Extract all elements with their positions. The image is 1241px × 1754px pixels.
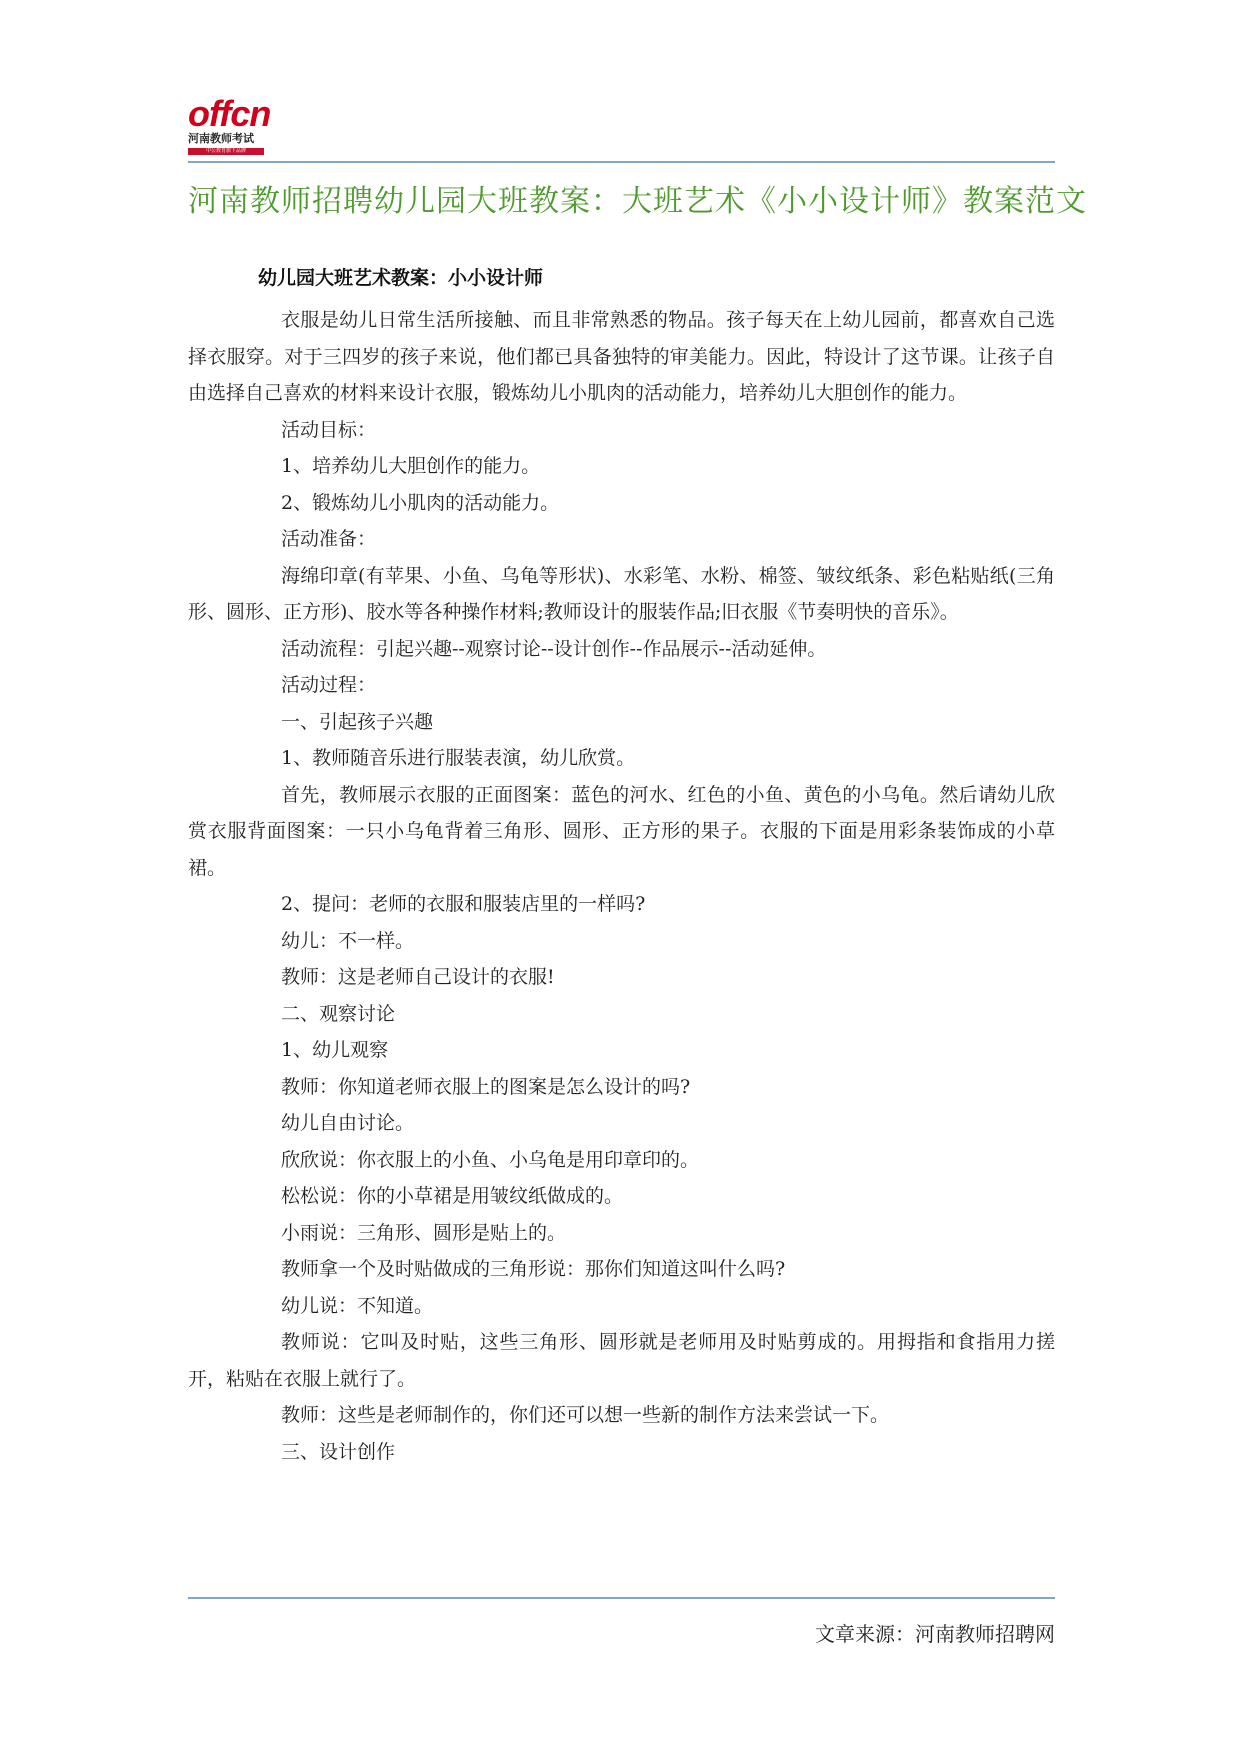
paragraph: 松松说：你的小草裙是用皱纹纸做成的。 [281,1185,624,1207]
paragraph: 三、设计创作 [281,1440,396,1463]
document-body [188,262,1055,1470]
header-divider [188,161,1055,163]
paragraph: 教师拿一个及时贴做成的三角形说：那你们知道这叫什么吗? [281,1258,786,1280]
article-source: 文章来源：河南教师招聘网 [815,1622,1055,1646]
paragraph: 活动准备： [281,528,377,550]
paragraph: 教师：你知道老师衣服上的图案是怎么设计的吗? [281,1075,691,1098]
paragraph: 首先，教师展示衣服的正面图案：蓝色的河水、红色的小鱼、黄色的小乌龟。然后请幼儿欣赏衣服背面图案：一只小乌龟背着三角形、圆形、正方形的果子。衣服的下面是用彩条装饰成的小草裙。 [188,783,1055,879]
paragraph: 教师：这是老师自己设计的衣服! [281,966,555,988]
paragraph: 欣欣说：你衣服上的小鱼、小乌龟是用印章印的。 [281,1148,700,1171]
logo-tagline: 中公教育旗下品牌 [188,148,264,155]
paragraph: 2、锻炼幼儿小肌肉的活动能力。 [281,491,560,514]
paragraph: 小雨说：三角形、圆形是贴上的。 [281,1221,567,1244]
document-title: 河南教师招聘幼儿园大班教案：大班艺术《小小设计师》教案范文 [188,184,1087,219]
lesson-subheading: 幼儿园大班艺术教案：小小设计师 [258,267,544,289]
logo-wordmark: offcn [188,93,271,134]
paragraph: 1、幼儿观察 [281,1039,389,1061]
paragraph: 2、提问：老师的衣服和服装店里的一样吗? [281,893,646,915]
paragraph: 二、观察讨论 [281,1002,396,1025]
paragraph: 幼儿：不一样。 [281,929,415,952]
paragraph: 海绵印章(有苹果、小鱼、乌龟等形状)、水彩笔、水粉、棉签、皱纹纸条、彩色粘贴纸(三角形、圆形、正方形)、胶水等各种操作材料;教师设计的服装作品;旧衣服《节奏明快的音乐》。 [188,564,1055,623]
paragraph: 活动目标： [281,418,377,441]
paragraph: 幼儿说：不知道。 [281,1294,434,1317]
paragraph: 教师：这些是老师制作的，你们还可以想一些新的制作方法来尝试一下。 [281,1404,890,1426]
paragraph: 1、培养幼儿大胆创作的能力。 [281,455,541,477]
paragraph-list [188,302,1055,1470]
paragraph: 一、引起孩子兴趣 [281,710,434,733]
paragraph: 教师说：它叫及时贴，这些三角形、圆形就是老师用及时贴剪成的。用拇指和食指用力搓开，粘贴在衣服上就行了。 [188,1331,1055,1390]
offcn-logo [188,93,278,154]
paragraph: 活动流程：引起兴趣--观察讨论--设计创作--作品展示--活动延伸。 [281,637,827,660]
paragraph: 衣服是幼儿日常生活所接触、而且非常熟悉的物品。孩子每天在上幼儿园前，都喜欢自己选择衣服穿。对于三四岁的孩子来说，他们都已具备独特的审美能力。因此，特设计了这节课。让孩子自由选择自己喜欢的材料来设计衣服，锻炼幼儿小肌肉的活动能力，培养幼儿大胆创作的能力。 [188,309,1055,404]
logo-subtitle: 河南教师考试 [188,133,254,145]
paragraph: 幼儿自由讨论。 [281,1112,415,1134]
paragraph: 活动过程： [281,674,377,696]
footer-divider [188,1597,1055,1599]
paragraph: 1、教师随音乐进行服装表演，幼儿欣赏。 [281,747,636,769]
